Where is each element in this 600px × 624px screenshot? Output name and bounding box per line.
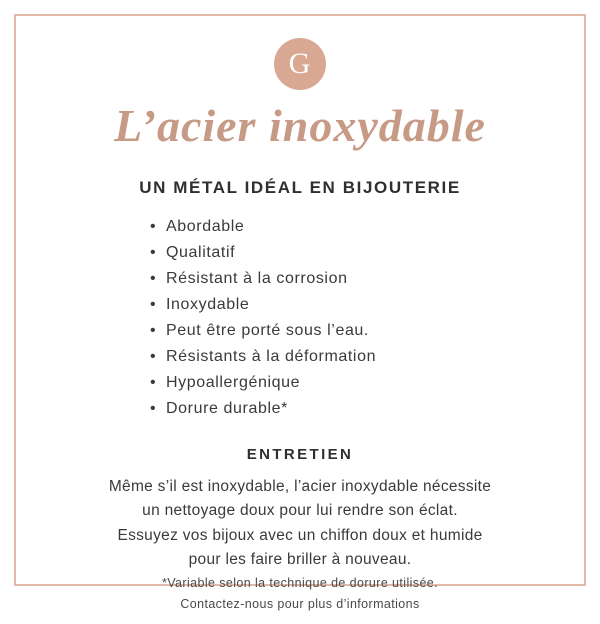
benefits-list: [150, 214, 450, 421]
list-item: • Dorure durable*: [150, 396, 450, 422]
footnote-gilding: *Variable selon la technique de dorure utilisée.: [161, 575, 439, 590]
brand-logo: [274, 38, 326, 90]
footnotes: [162, 573, 438, 624]
care-line: un nettoyage doux pour lui rendre son éclat.: [142, 502, 458, 520]
list-item: • Abordable: [150, 214, 450, 240]
care-section-heading: ENTRETIEN: [246, 445, 354, 463]
list-item: • Résistant à la corrosion: [150, 266, 450, 292]
card-content: [14, 14, 586, 612]
list-item: • Qualitatif: [150, 240, 450, 266]
care-instructions: [109, 475, 491, 573]
care-line: Essuyez vos bijoux avec un chiffon doux et humide: [117, 526, 483, 544]
list-item: • Inoxydable: [150, 292, 450, 318]
list-item: • Hypoallergénique: [150, 370, 450, 396]
page-title: L’acier inoxydable: [114, 100, 486, 151]
care-line: Même s’il est inoxydable, l’acier inoxydable nécessite: [108, 477, 492, 495]
list-item: • Résistants à la déformation: [150, 344, 450, 370]
care-line: pour les faire briller à nouveau.: [188, 551, 412, 569]
footnote-contact: Contactez-nous pour plus d’informations: [180, 597, 420, 612]
brand-logo-letter: G: [288, 47, 312, 80]
page-subtitle: UN MÉTAL IDÉAL EN BIJOUTERIE: [139, 178, 461, 198]
list-item: • Peut être porté sous l’eau.: [150, 318, 450, 344]
